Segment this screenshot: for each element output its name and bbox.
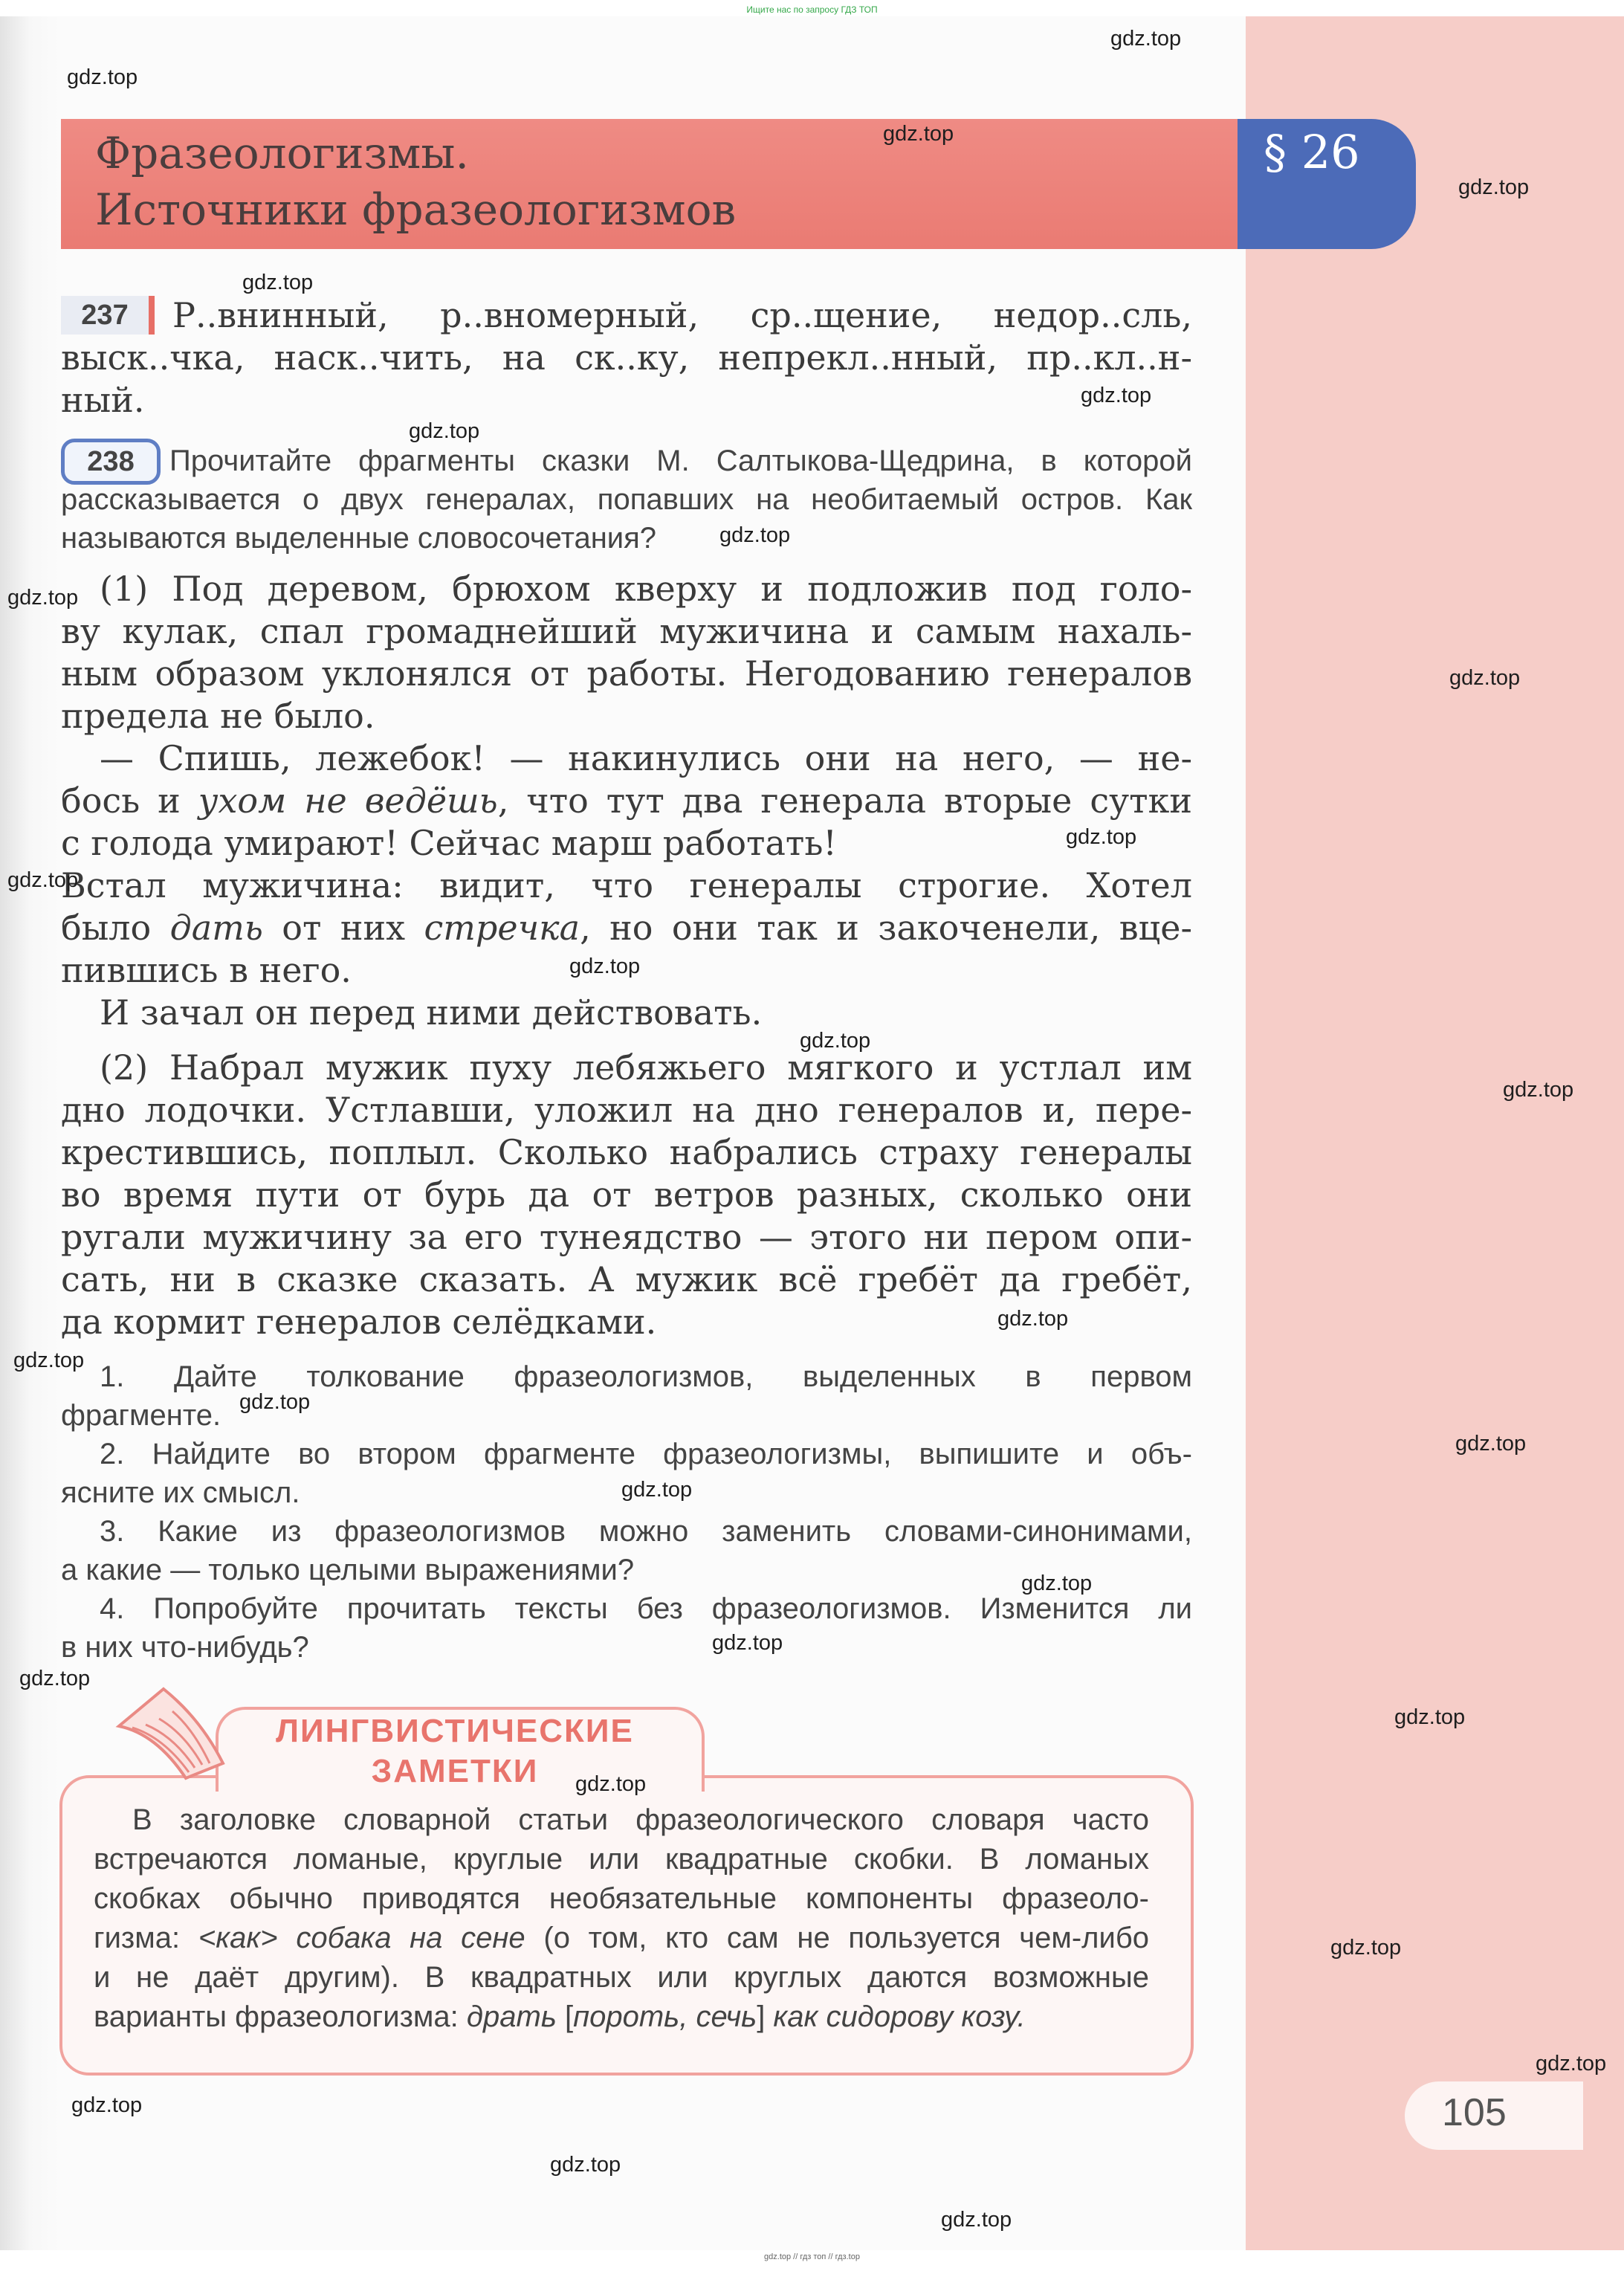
watermark: gdz.top <box>242 271 314 294</box>
watermark: gdz.top <box>1455 1432 1527 1456</box>
book-icon <box>111 1682 253 1793</box>
watermark: gdz.top <box>550 2153 621 2177</box>
watermark: gdz.top <box>13 1348 85 1372</box>
watermark: gdz.top <box>7 868 79 892</box>
watermark: gdz.top <box>883 122 954 146</box>
watermark: gdz.top <box>569 955 641 978</box>
watermark: gdz.top <box>71 2093 143 2117</box>
notes-title: ЛИНГВИСТИЧЕСКИЕ ЗАМЕТКИ <box>276 1713 634 1789</box>
watermark: gdz.top <box>1021 1572 1093 1595</box>
watermark: gdz.top <box>19 1667 91 1690</box>
page-number: 105 <box>1442 2091 1507 2134</box>
watermark: gdz.top <box>1110 27 1182 51</box>
top-note: Ищите нас по запросу ГДЗ ТОП <box>746 4 878 15</box>
watermark: gdz.top <box>712 1631 783 1655</box>
highlighted-idiom: дать <box>169 908 263 948</box>
title-line-1: Фразеологизмы. <box>95 128 469 178</box>
exercise-number-238: 238 <box>61 439 161 485</box>
fragment-1: (1) Под деревом, брюхом кверху и подложив под голо- ву кулак, спал громаднейший мужичина и самым нахаль- ным образом уклонялся от работы. Негодованию генералов предела не было. — Спишь, лежебок! — накинулись они на него, — не- бось и ухом не ведёшь, что тут два генерала вторые сутки с голода умирают! Сейчас марш работать! Встал мужичина: видит, что генералы строгие. Хотел было дать от них стречка, но они так и закоченели, вце- пившись в него. И зачал он перед ними действовать. <box>61 569 1193 1033</box>
watermark: gdz.top <box>1458 175 1530 199</box>
bottom-note: gdz.top // гдз топ // гдз.top <box>764 2252 860 2261</box>
watermark: gdz.top <box>1503 1078 1574 1102</box>
watermark: gdz.top <box>800 1029 871 1053</box>
watermark: gdz.top <box>997 1307 1069 1331</box>
exercise-238-intro-line-1: Прочитайте фрагменты сказки М. Салтыкова-Щедрина, в которой <box>169 445 1192 477</box>
watermark: gdz.top <box>67 65 138 89</box>
title-line-2: Источники фразеологизмов <box>95 184 737 235</box>
highlighted-idiom: ухом не ведёшь <box>198 781 498 821</box>
exercise-237-line-1: Р..внинный, р..вномерный, ср..щение, недор..сль, <box>172 295 1192 335</box>
watermark: gdz.top <box>7 586 79 610</box>
fragment-2: (2) Набрал мужик пуху лебяжьего мягкого и устлал им дно лодочки. Устлавши, уложил на дно генералов и, пере- крестившись, поплыл. Сколько набрались страху генералы во время пути от бурь да от ветров разных, сколько они ругали мужичину за его тунеядство — этого ни пером опи- сать, ни в сказке сказать. А мужик всё гребёт да гребёт, да кормит генералов селёдками. <box>61 1047 1192 1342</box>
watermark: gdz.top <box>409 419 480 443</box>
side-margin-strip <box>1246 16 1624 2250</box>
watermark: gdz.top <box>1081 384 1152 407</box>
watermark: gdz.top <box>1330 1936 1402 1960</box>
section-label: § 26 <box>1264 125 1360 179</box>
task-list: 1. Дайте толкование фразеологизмов, выделенных в первом фрагменте. 2. Найдите во втором фрагменте фразеологизмы, выпишите и объ- ясните их смысл. 3. Какие из фразеологизмов можно заменить словами-синонимами, а какие — только целыми выражениями? 4. Попробуйте прочитать тексты без фразеологизмов. Изменится ли в них что-нибудь? <box>61 1360 1192 1664</box>
exercise-237-text: выск..чка, наск..чить, на ск..ку, непрекл..нный, пр..кл..н- ный. <box>61 337 1192 420</box>
page-title <box>95 125 1136 238</box>
watermark: gdz.top <box>1394 1705 1466 1729</box>
watermark: gdz.top <box>621 1478 693 1502</box>
highlighted-idiom: стречка <box>424 908 580 948</box>
watermark: gdz.top <box>1449 666 1521 690</box>
watermark: gdz.top <box>575 1772 647 1796</box>
watermark: gdz.top <box>1066 825 1137 849</box>
exercise-number-237: 237 <box>61 296 155 335</box>
exercise-238-intro: рассказывается о двух генералах, попавших на необитаемый остров. Как называются выделенные словосочетания? <box>61 483 1192 555</box>
notes-text: В заголовке словарной статьи фразеологического словаря часто встречаются ломаные, круглые или квадратные скобки. В ломаных скобках обычно приводятся необязательные компоненты фразеоло- гизма: <как> собака на сене (о том, кто сам не пользуется чем-либо и не даёт другим). В квадратных или круглых даются возможные варианты фразеологизма: драть [пороть, сечь] как сидорову козу. <box>94 1803 1149 2033</box>
watermark: gdz.top <box>719 523 791 547</box>
watermark: gdz.top <box>1536 2052 1607 2076</box>
watermark: gdz.top <box>239 1390 311 1414</box>
watermark: gdz.top <box>941 2208 1012 2232</box>
